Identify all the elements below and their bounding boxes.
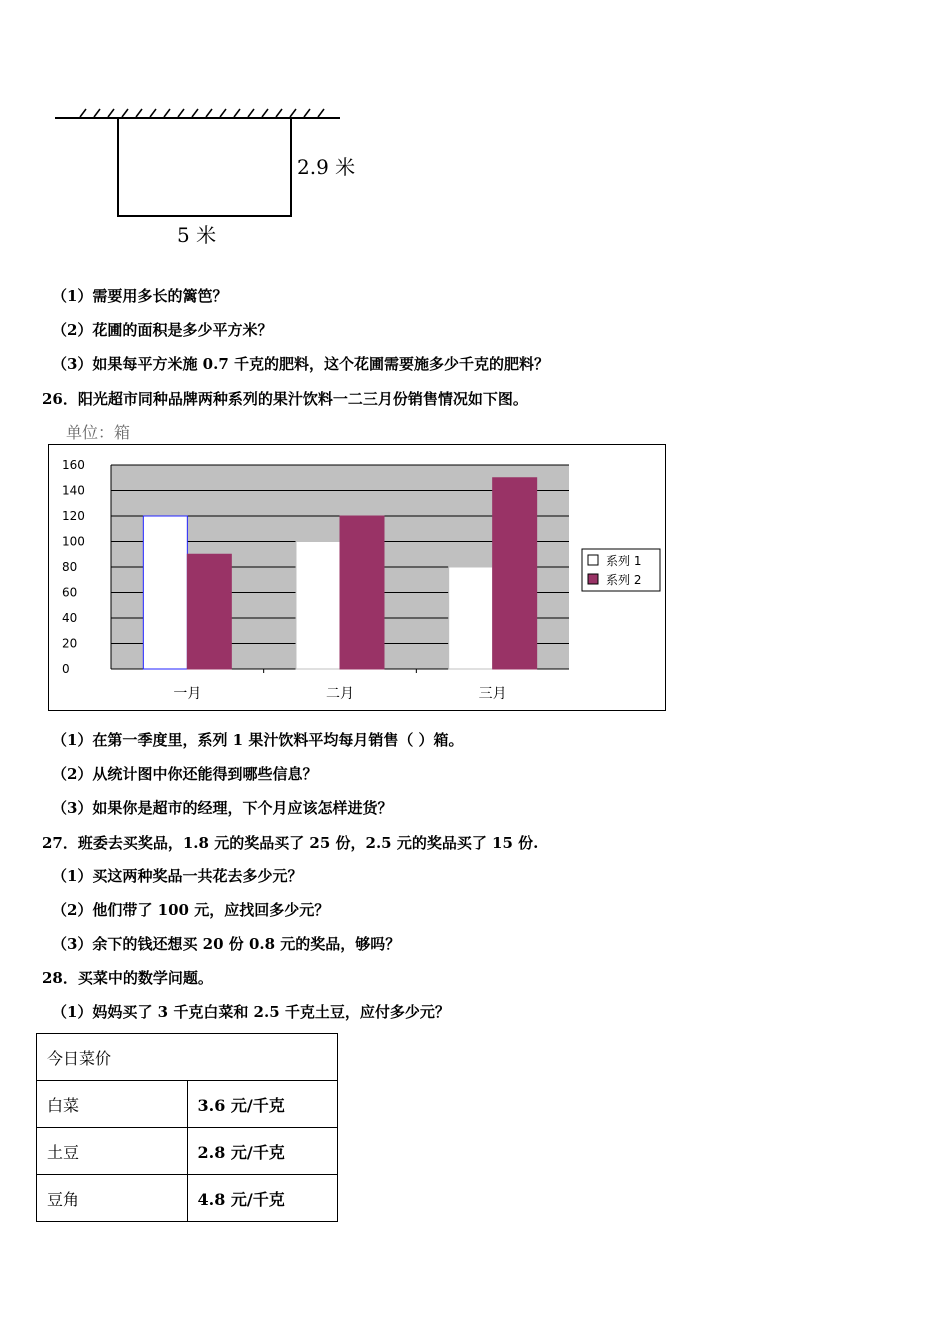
y-tick-label: 0 [62,662,70,676]
q25-sub2: （2）花圃的面积是多少平方米？ [52,321,273,339]
vegetable-price: 4.8 元/千克 [187,1175,338,1222]
q25-sub1: （1）需要用多长的篱笆？ [52,287,228,305]
table-title-row [37,1034,338,1081]
width-label: 5 米 [177,223,217,247]
x-tick-label: 一月 [173,686,202,702]
y-tick-label: 40 [62,611,78,625]
legend-swatch [588,555,598,565]
y-tick-label: 20 [62,636,78,651]
bar-系列1-三月 [449,567,493,669]
x-tick-label: 三月 [478,686,507,702]
garden-diagram [40,100,380,260]
vegetable-price: 2.8 元/千克 [187,1128,338,1175]
table-row [37,1128,338,1175]
bar-系列2-二月 [340,516,384,669]
bar-系列1-一月 [143,516,187,669]
q28-stem: 28．买菜中的数学问题。 [42,969,213,987]
q28-sub1: （1）妈妈买了 3 千克白菜和 2.5 千克土豆，应付多少元？ [52,1003,450,1021]
vegetable-price: 3.6 元/千克 [187,1081,338,1128]
vegetable-name: 白菜 [37,1081,188,1128]
wall-hatching [80,109,324,117]
chart-unit-label: 单位：箱 [66,423,131,442]
legend-label: 系列 2 [606,573,642,587]
y-tick-label: 80 [62,560,78,574]
y-tick-label: 140 [62,483,85,498]
bar-系列2-三月 [493,478,537,669]
bar-系列2-一月 [187,554,231,669]
vegetable-price-table [36,1033,338,1222]
q27-sub3: （3）余下的钱还想买 20 份 0.8 元的奖品，够吗？ [52,935,401,953]
y-tick-label: 120 [62,509,85,523]
q26-sub2: （2）从统计图中你还能得到哪些信息？ [52,765,318,783]
vegetable-name: 土豆 [37,1128,188,1175]
table-row [37,1081,338,1128]
q27-sub1: （1）买这两种奖品一共花去多少元？ [52,867,303,885]
x-tick-label: 二月 [326,686,354,702]
y-tick-label: 160 [62,458,85,472]
q27-stem: 27．班委去买奖品，1.8 元的奖品买了 25 份，2.5 元的奖品买了 15 份. [42,834,539,852]
q27-sub2: （2）他们带了 100 元，应找回多少元？ [52,901,330,919]
q26-sub3: （3）如果你是超市的经理，下个月应该怎样进货？ [52,799,393,817]
y-tick-label: 100 [62,534,85,549]
table-title: 今日菜价 [37,1034,338,1081]
vegetable-name: 豆角 [37,1175,188,1222]
legend-swatch [588,574,598,584]
q26-stem: 26．阳光超市同种品牌两种系列的果汁饮料一二三月份销售情况如下图。 [42,390,528,408]
y-tick-label: 60 [62,585,78,600]
q26-sub1: （1）在第一季度里，系列 1 果汁饮料平均每月销售（ ）箱。 [52,731,464,749]
height-label: 2.9 米 [297,155,356,179]
legend-label: 系列 1 [606,554,642,568]
q25-sub3: （3）如果每平方米施 0.7 千克的肥料，这个花圃需要施多少千克的肥料？ [52,355,549,373]
garden-rectangle [118,118,291,216]
sales-bar-chart [48,444,667,712]
bar-系列1-二月 [296,542,340,670]
table-row [37,1175,338,1222]
